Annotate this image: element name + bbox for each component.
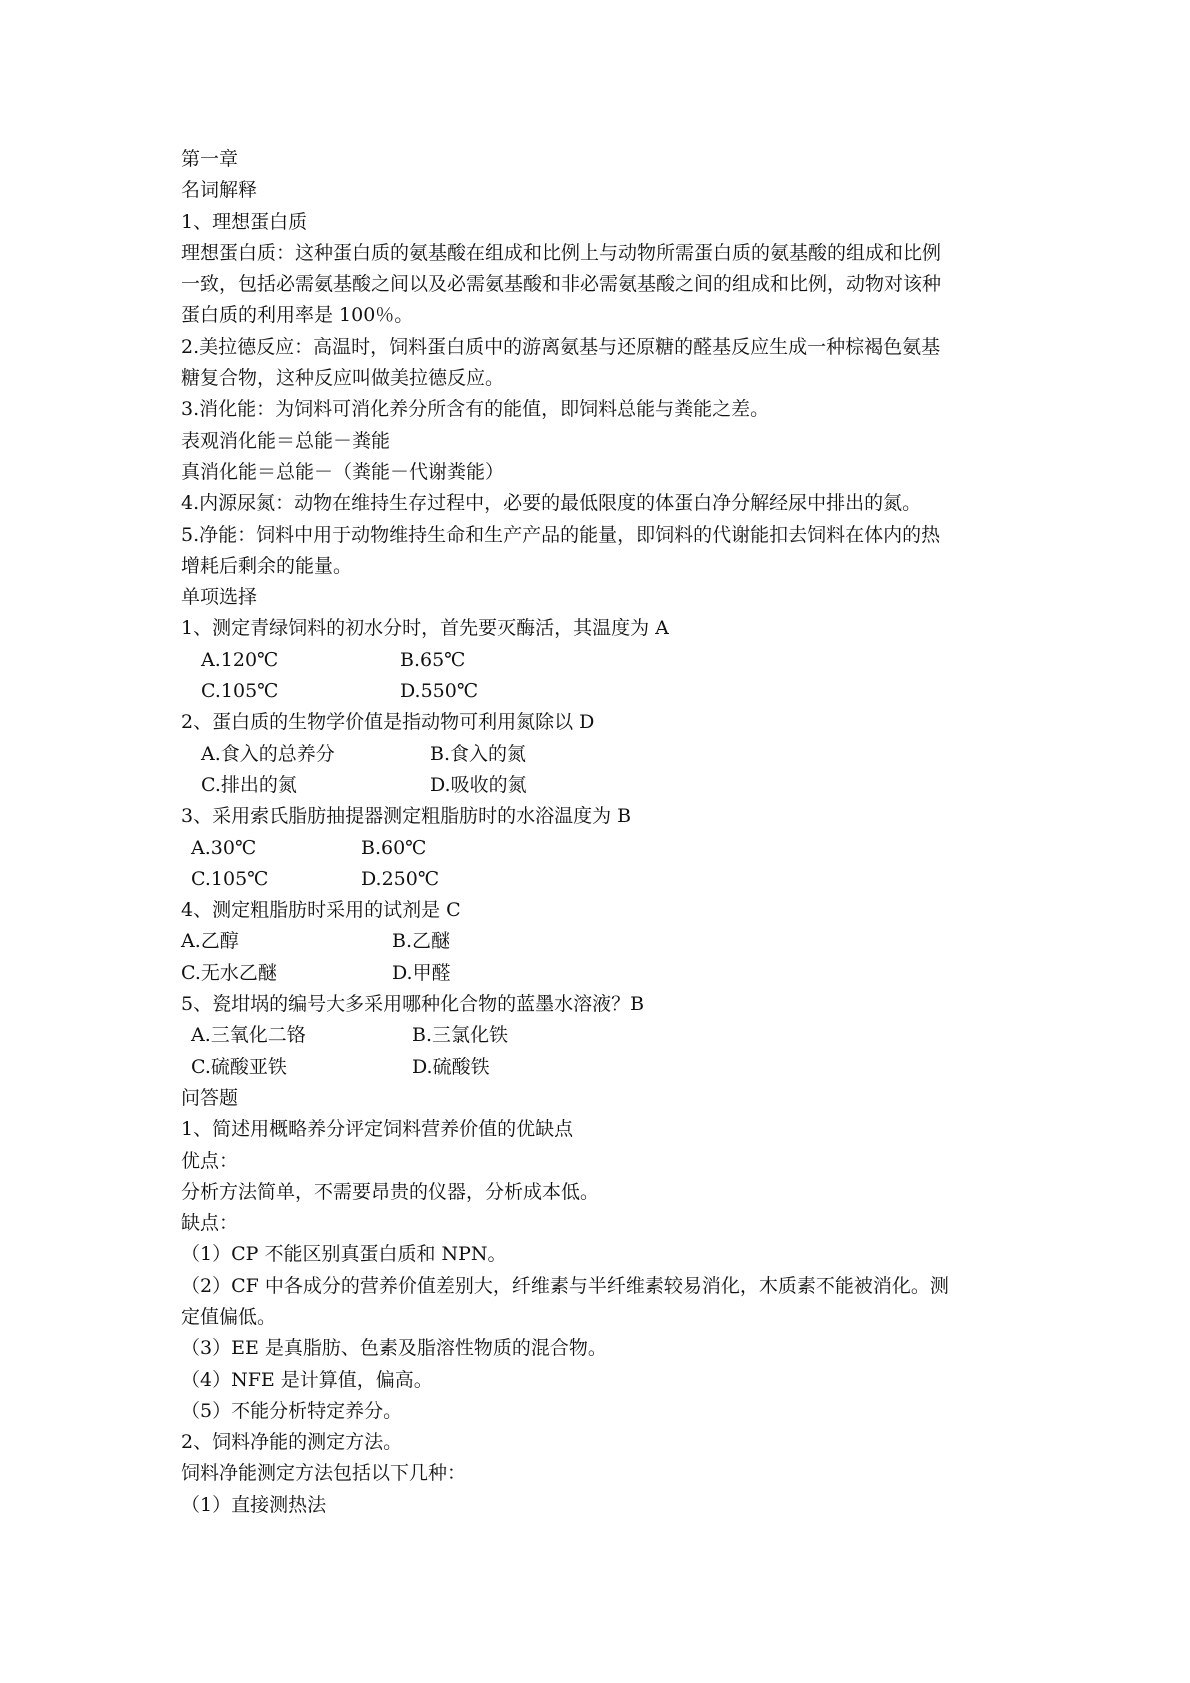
- term-4-text: 4.内源尿氮：动物在维持生存过程中，必要的最低限度的体蛋白净分解经尿中排出的氮。: [181, 492, 922, 515]
- term-5-text: 增耗后剩余的能量。: [181, 554, 353, 577]
- choice-option: A.食入的总养分: [201, 742, 335, 765]
- term-1-title: 1、理想蛋白质: [181, 210, 308, 233]
- choice-option: A.三氧化二铬: [191, 1024, 306, 1047]
- qa-cons-item: （5）不能分析特定养分。: [181, 1399, 403, 1422]
- choice-option: C.无水乙醚: [181, 961, 277, 984]
- choice-option: B.食入的氮: [430, 742, 527, 765]
- qa-question-2: 2、饲料净能的测定方法。: [181, 1431, 403, 1454]
- term-1-text: 一致，包括必需氨基酸之间以及必需氨基酸和非必需氨基酸之间的组成和比例，动物对该种: [181, 273, 942, 296]
- term-5-text: 5.净能：饲料中用于动物维持生命和生产产品的能量，即饲料的代谢能扣去饲料在体内的热: [181, 523, 941, 546]
- choice-option: A.乙醇: [181, 930, 239, 953]
- choice-option: C.105℃: [191, 867, 269, 890]
- qa-cons-item: （3）EE 是真脂肪、色素及脂溶性物质的混合物。: [181, 1337, 607, 1360]
- term-1-text: 理想蛋白质：这种蛋白质的氨基酸在组成和比例上与动物所需蛋白质的氨基酸的组成和比例: [181, 241, 942, 264]
- term-1-text: 蛋白质的利用率是 100％。: [181, 304, 414, 327]
- qa-answer-intro: 饲料净能测定方法包括以下几种：: [181, 1462, 467, 1485]
- choice-question: 2、蛋白质的生物学价值是指动物可利用氮除以 D: [181, 711, 595, 734]
- choice-options-row: [181, 958, 1021, 989]
- qa-cons-label: 缺点：: [181, 1212, 239, 1235]
- qa-cons-item: 定值偏低。: [181, 1305, 277, 1328]
- document-body: [181, 144, 1021, 1521]
- choice-question: 1、测定青绿饲料的初水分时，首先要灭酶活，其温度为 A: [181, 617, 669, 640]
- choice-option: B.65℃: [400, 648, 466, 671]
- qa-pros-text: 分析方法简单，不需要昂贵的仪器，分析成本低。: [181, 1180, 600, 1203]
- choice-options-row: [181, 864, 1021, 895]
- section-choice-heading: 单项选择: [181, 586, 258, 609]
- choice-option: B.乙醚: [392, 930, 451, 953]
- choice-question: 3、采用索氏脂肪抽提器测定粗脂肪时的水浴温度为 B: [181, 805, 632, 828]
- choice-option: C.硫酸亚铁: [191, 1055, 287, 1078]
- term-2-text: 2.美拉德反应：高温时，饲料蛋白质中的游离氨基与还原糖的醛基反应生成一种棕褐色氨基: [181, 335, 941, 358]
- choice-options-row: [181, 1052, 1021, 1083]
- choice-option: D.550℃: [400, 680, 479, 703]
- qa-cons-item: （1）CP 不能区别真蛋白质和 NPN。: [181, 1243, 507, 1266]
- qa-question-1: 1、简述用概略养分评定饲料营养价值的优缺点: [181, 1118, 574, 1141]
- choice-options-row: [181, 770, 1021, 801]
- qa-pros-label: 优点：: [181, 1149, 239, 1172]
- choice-option: D.甲醛: [392, 961, 451, 984]
- term-2-text: 糖复合物，这种反应叫做美拉德反应。: [181, 367, 505, 390]
- choice-option: D.吸收的氮: [430, 773, 527, 796]
- term-3-formula: 表观消化能＝总能－粪能: [181, 429, 391, 452]
- choice-question: 4、测定粗脂肪时采用的试剂是 C: [181, 899, 461, 922]
- choice-option: D.硫酸铁: [412, 1055, 490, 1078]
- choice-options-row: [181, 1020, 1021, 1051]
- term-3-text: 3.消化能：为饲料可消化养分所含有的能值，即饲料总能与粪能之差。: [181, 398, 770, 421]
- choice-option: A.30℃: [191, 836, 257, 859]
- term-3-formula: 真消化能＝总能－（粪能－代谢粪能）: [181, 460, 505, 483]
- qa-cons-item: （2）CF 中各成分的营养价值差别大，纤维素与半纤维素较易消化，木质素不能被消化。测: [181, 1274, 949, 1297]
- section-qa-heading: 问答题: [181, 1086, 239, 1109]
- choice-option: C.排出的氮: [201, 773, 297, 796]
- choice-options-row: [181, 926, 1021, 957]
- choice-question: 5、瓷坩埚的编号大多采用哪种化合物的蓝墨水溶液？B: [181, 993, 645, 1016]
- choice-options-row: [181, 833, 1021, 864]
- qa-method-item: （1）直接测热法: [181, 1493, 327, 1516]
- qa-cons-item: （4）NFE 是计算值，偏高。: [181, 1368, 433, 1391]
- choice-option: B.三氯化铁: [412, 1024, 509, 1047]
- choice-option: D.250℃: [361, 867, 440, 890]
- choice-option: B.60℃: [361, 836, 427, 859]
- choice-option: C.105℃: [201, 680, 279, 703]
- choice-option: A.120℃: [201, 648, 279, 671]
- choice-options-row: [181, 645, 1021, 676]
- choice-options-row: [181, 739, 1021, 770]
- chapter-heading: 第一章: [181, 148, 239, 170]
- section-terms-heading: 名词解释: [181, 179, 258, 202]
- choice-options-row: [181, 676, 1021, 707]
